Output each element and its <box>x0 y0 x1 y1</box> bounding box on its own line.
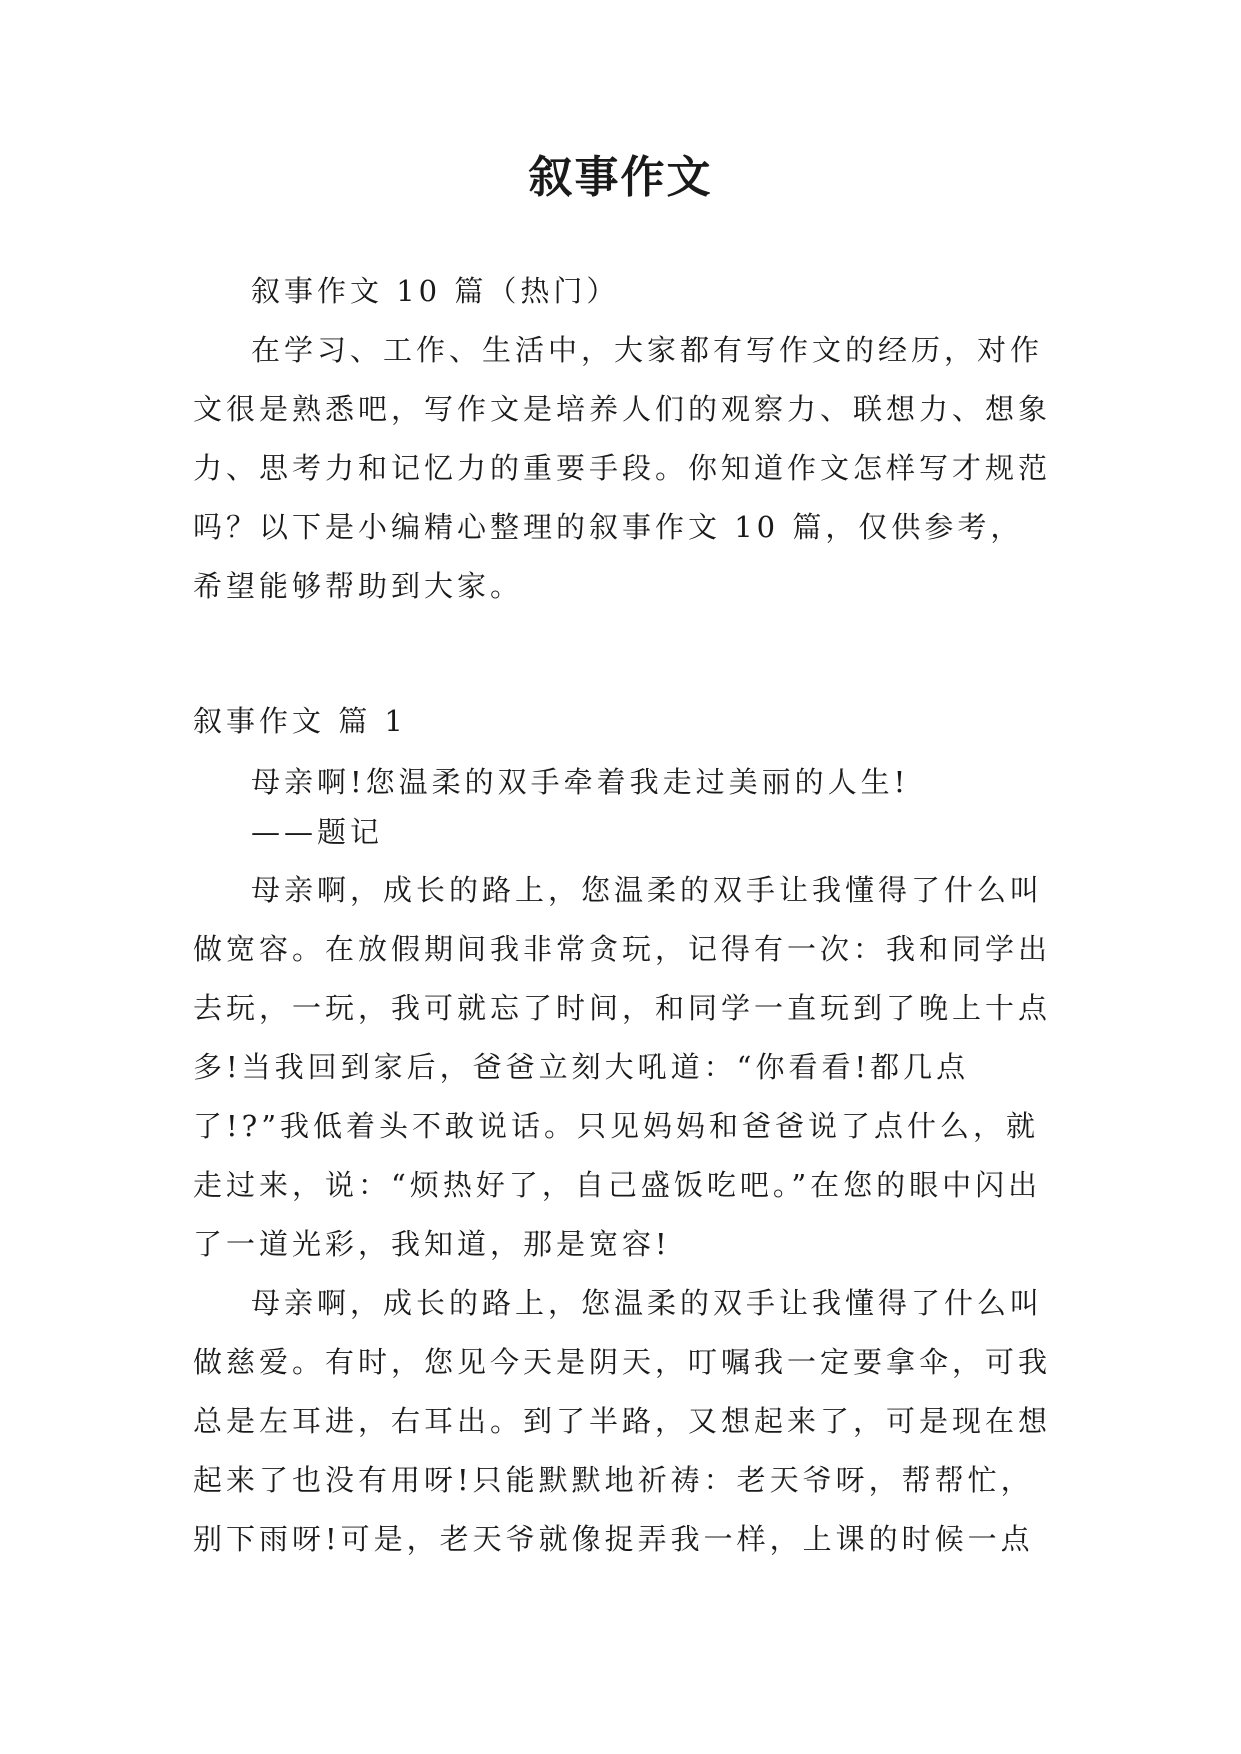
essay-paragraph: 母亲啊，成长的路上，您温柔的双手让我懂得了什么叫做宽容。在放假期间我非常贪玩，记得有一次：我和同学出去玩，一玩，我可就忘了时间，和同学一直玩到了晚上十点多!当我回到家后，爸爸立刻大吼道：“你看看!都几点了!?”我低着头不敢说话。只见妈妈和爸爸说了点什么，就走过来，说：“烦热好了，自己盛饭吃吧。”在您的眼中闪出了一道光彩，我知道，那是宽容! <box>193 873 1052 1261</box>
intro-subtitle: 叙事作文 10 篇（热门） <box>251 274 620 308</box>
intro-paragraph: 在学习、工作、生活中，大家都有写作文的经历，对作文很是熟悉吧，写作文是培养人们的观察力、联想力、想象力、思考力和记忆力的重要手段。你知道作文怎样写才规范吗？以下是小编精心整理的叙事作文 10 篇，仅供参考，希望能够帮助到大家。 <box>193 333 1052 603</box>
essay-epigraph-source: ——题记 <box>251 815 384 849</box>
document-title: 叙事作文 <box>528 152 713 203</box>
essay-epigraph: 母亲啊!您温柔的双手牵着我走过美丽的人生! <box>251 765 910 799</box>
essay-paragraph: 母亲啊，成长的路上，您温柔的双手让我懂得了什么叫做慈爱。有时，您见今天是阴天，叮嘱我一定要拿伞，可我总是左耳进，右耳出。到了半路，又想起来了，可是现在想起来了也没有用呀!只能默默地祈祷：老天爷呀，帮帮忙，别下雨呀!可是，老天爷就像捉弄我一样，上课的时候一点 <box>193 1286 1052 1556</box>
essay-heading: 叙事作文 篇 1 <box>193 704 407 738</box>
intro-section <box>193 262 1053 616</box>
essay-section-1 <box>193 692 1053 1569</box>
